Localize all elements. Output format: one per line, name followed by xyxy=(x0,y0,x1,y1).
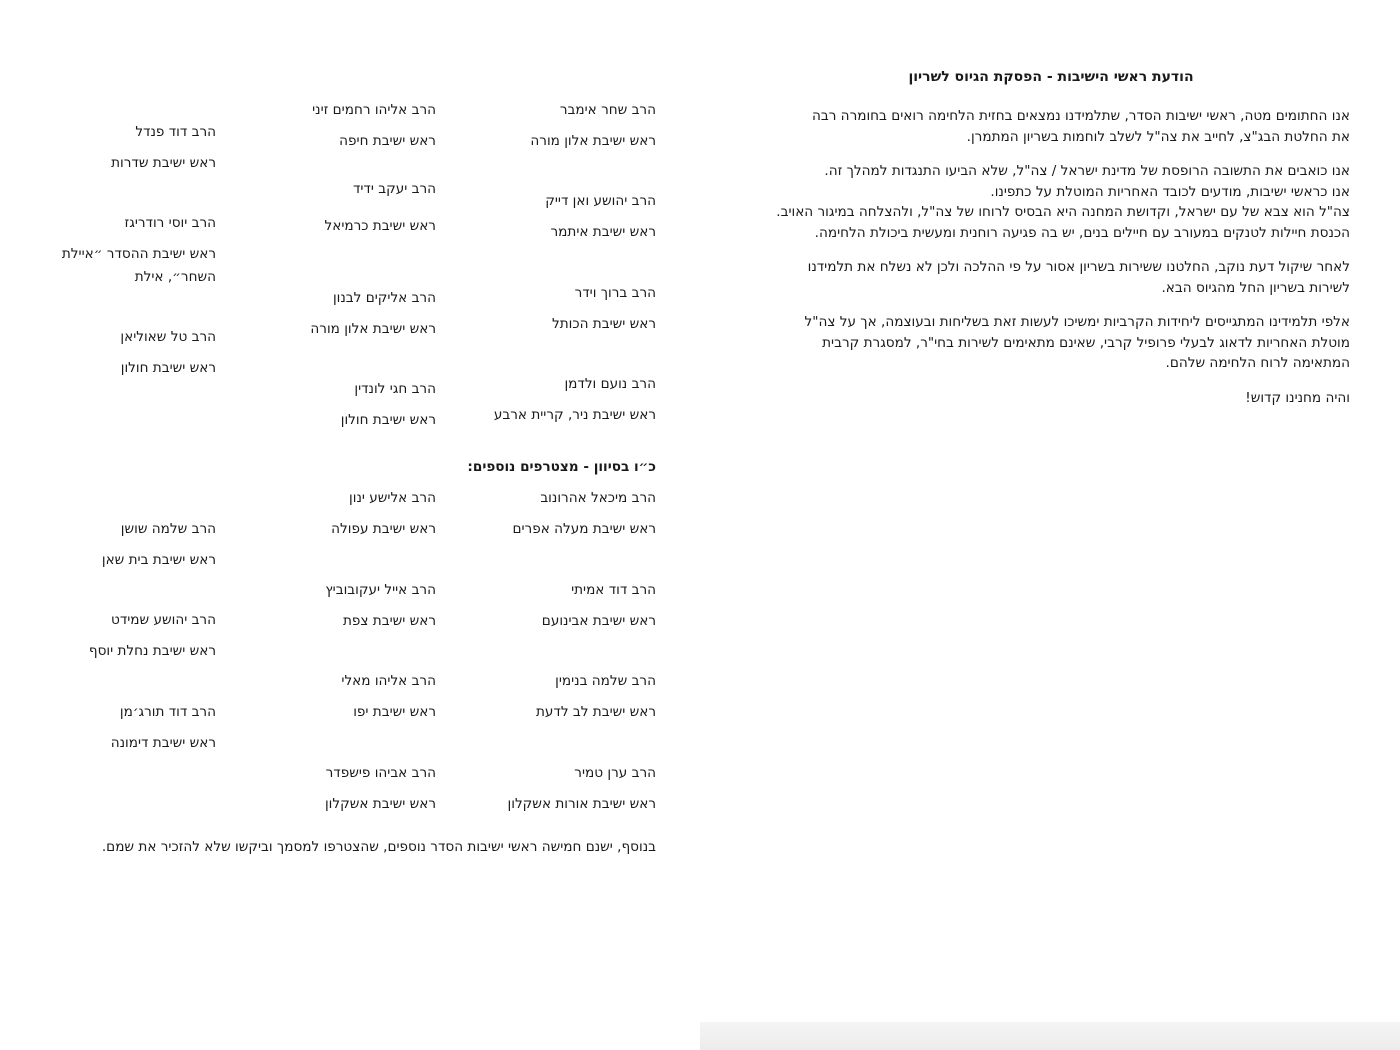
signer-yeshiva: ראש ישיבת אורות אשקלון xyxy=(507,795,656,812)
signer-yeshiva: ראש ישיבת אשקלון xyxy=(324,795,436,812)
signature-block xyxy=(36,322,216,383)
signer-yeshiva: ראש ישיבת איתמר xyxy=(550,223,656,240)
signer-yeshiva: ראש ישיבת כרמיאל xyxy=(324,218,436,234)
signer-yeshiva: ראש ישיבת חיפה xyxy=(339,132,436,149)
signature-block xyxy=(441,758,656,819)
page-edge-shadow xyxy=(700,1022,1400,1050)
signature-block xyxy=(236,483,436,544)
signature-block xyxy=(441,278,656,339)
signature-block xyxy=(236,758,436,819)
paragraph-2 xyxy=(752,161,1350,243)
signature-block xyxy=(36,208,216,289)
signer-name: הרב טל שאוליאן xyxy=(120,329,216,345)
signer-yeshiva: ראש ישיבת ההסדר ״איילת השחר״, אילת xyxy=(61,245,216,285)
signer-name: הרב שחר אימבר xyxy=(559,102,656,118)
footer-note: בנוסף, ישנם חמישה ראשי ישיבות הסדר נוספים, שהצטרפו למסמך וביקשו שלא להזכיר את שמם. xyxy=(101,839,656,855)
signer-name: הרב אליקים לבנון xyxy=(332,290,436,306)
signer-yeshiva: ראש ישיבת חולון xyxy=(340,411,436,428)
signer-yeshiva: ראש ישיבת חולון xyxy=(120,359,216,376)
signer-yeshiva: ראש ישיבת אלון מורה xyxy=(530,132,656,149)
paragraph-line: אלפי תלמידינו המתגייסים ליחידות הקרביות ימשיכו לעשות זאת בשליחות ובעוצמה, אך על צה"ל xyxy=(804,314,1350,330)
signature-block xyxy=(441,575,656,636)
signature-block xyxy=(441,95,656,156)
signature-block xyxy=(236,171,436,245)
signature-block xyxy=(36,697,216,758)
paragraph-line: אנו כואבים את התשובה הרופסת של מדינת ישראל / צה"ל, שלא הביעו התנגדות למהלך זה. xyxy=(824,163,1350,179)
signer-yeshiva: ראש ישיבת נחלת יוסף xyxy=(88,642,216,659)
signer-name: הרב יעקב ידיד xyxy=(352,181,436,197)
paragraph-line: מוטלת האחריות לדאוג לבעלי פרופיל קרבי, שאינם מתאימים לשירות בחי"ר, למסגרת קרבית xyxy=(822,334,1350,351)
signer-yeshiva: ראש ישיבת לב לדעת xyxy=(535,703,656,720)
signature-block xyxy=(441,483,656,544)
signature-block xyxy=(441,186,656,247)
document-title: הודעת ראשי הישיבות - הפסקת הגיוס לשריון xyxy=(908,69,1194,85)
paragraph-line: אנו כראשי ישיבות, מודעים לכובד האחריות המוטלת על כתפינו. xyxy=(990,183,1350,200)
signer-yeshiva: ראש ישיבת מעלה אפרים xyxy=(512,520,656,537)
signer-name: הרב שלמה בנימין xyxy=(555,673,656,689)
signer-yeshiva: ראש ישיבת שדרות xyxy=(111,154,216,171)
signer-name: הרב ערן טמיר xyxy=(574,765,656,781)
paragraph-line: לאחר שיקול דעת נוקב, החלטנו ששירות בשריון אסור על פי ההלכה ולכן לא נשלח את תלמידנו xyxy=(807,259,1350,275)
paragraph-4 xyxy=(752,312,1350,374)
signature-block xyxy=(236,283,436,344)
signer-name: הרב שלמה שושן xyxy=(120,521,216,537)
signer-name: הרב יהושע שמידט xyxy=(111,612,216,628)
signer-name: הרב ברוך וידר xyxy=(574,285,656,301)
signature-block xyxy=(36,117,216,178)
closing-line: והיה מחנינו קדוש! xyxy=(1245,389,1350,406)
paragraph-1 xyxy=(752,106,1350,147)
signer-yeshiva: ראש ישיבת עפולה xyxy=(331,520,436,537)
signer-name: הרב דוד תורג׳מן xyxy=(119,704,216,720)
signer-yeshiva: ראש ישיבת ניר, קריית ארבע xyxy=(493,406,656,423)
signature-block xyxy=(236,95,436,156)
paragraph-line: צה"ל הוא צבא של עם ישראל, וקדושת המחנה היא הבסיס לרוחו של צה"ל, ולהצלחה במיגור האויב. xyxy=(776,204,1350,220)
paragraph-3 xyxy=(752,257,1350,298)
signature-block xyxy=(456,369,656,427)
signature-block xyxy=(236,575,436,636)
signer-yeshiva: ראש ישיבת אלון מורה xyxy=(310,320,436,337)
paragraph-line: את החלטת הבג"צ, לחייב את צה"ל לשלב לוחמות בשריון המתמרן. xyxy=(966,128,1350,145)
signer-yeshiva: ראש ישיבת בית שאן xyxy=(101,551,216,568)
signer-name: הרב אליהו מאלי xyxy=(341,673,436,689)
signature-block xyxy=(236,374,436,435)
announcement-page xyxy=(752,62,1350,408)
signature-block xyxy=(36,514,216,575)
signer-yeshiva: ראש ישיבת דימונה xyxy=(110,734,216,751)
signer-name: הרב דוד פנדל xyxy=(135,124,216,140)
signer-name: הרב אביהו פישפדר xyxy=(325,765,436,781)
signature-block xyxy=(36,605,216,666)
signer-name: הרב נועם ולדמן xyxy=(564,376,656,392)
signer-yeshiva: ראש ישיבת הכותל xyxy=(552,315,656,332)
paragraph-line: אנו החתומים מטה, ראשי ישיבות הסדר, שתלמידנו נמצאים בחזית הלחימה רואים בחומרה רבה xyxy=(811,108,1350,124)
signature-block xyxy=(236,666,436,727)
signer-yeshiva: ראש ישיבת יפו xyxy=(353,703,436,720)
signer-yeshiva: ראש ישיבת צפת xyxy=(342,612,436,629)
signature-block xyxy=(441,666,656,727)
signer-name: הרב אלישע ינון xyxy=(349,490,436,506)
paragraph-line: לשירות בשריון החל מהגיוס הבא. xyxy=(1161,279,1350,296)
signer-name: הרב מיכאל אהרונוב xyxy=(540,490,656,506)
signer-yeshiva: ראש ישיבת אבינועם xyxy=(541,612,656,629)
signer-name: הרב יהושע ואן דייק xyxy=(545,193,656,209)
signer-name: הרב יוסי רודריגז xyxy=(124,215,216,231)
paragraph-line: הכנסת חיילות לטנקים במעורב עם חיילים בנים, יש בה פגיעה רוחנית ומעשית ביכולת הלחימה. xyxy=(814,224,1350,241)
signer-name: הרב אייל יעקובוביץ xyxy=(325,582,436,598)
signer-name: הרב חגי לונדין xyxy=(354,381,436,397)
additional-signers-heading: כ״ו בסיוון - מצטרפים נוספים: xyxy=(467,459,656,475)
signer-name: הרב אליהו רחמים זיני xyxy=(312,102,436,118)
signer-name: הרב דוד אמיתי xyxy=(571,582,656,598)
paragraph-line: המתאימה לרוח הלחימה שלהם. xyxy=(1165,355,1350,371)
